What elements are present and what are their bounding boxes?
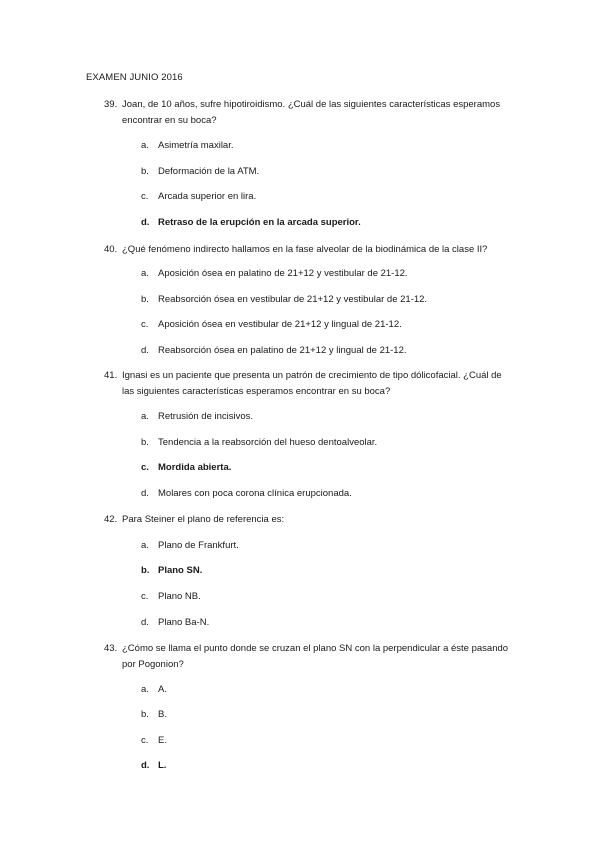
option-text: Tendencia a la reabsorción del hueso dentoalveolar.	[158, 437, 378, 448]
option-text: Reabsorción ósea en palatino de 21+12 y lingual de 21-12.	[158, 345, 407, 356]
option-40-c	[141, 318, 402, 332]
option-text: Plano NB.	[158, 591, 201, 602]
option-letter: d.	[141, 760, 150, 771]
option-letter: c.	[141, 462, 149, 473]
option-text: Mordida abierta.	[158, 462, 232, 473]
question-40	[104, 242, 564, 258]
option-letter: a.	[141, 684, 149, 695]
option-letter: d.	[141, 345, 149, 356]
option-letter: b.	[141, 709, 149, 720]
option-text: Aposición ósea en palatino de 21+12 y vestibular de 21-12.	[158, 268, 408, 279]
option-41-a	[141, 410, 253, 424]
option-letter: c.	[141, 319, 149, 330]
option-text: A.	[158, 684, 167, 695]
option-39-d-correct	[141, 216, 361, 230]
option-40-d	[141, 344, 407, 358]
question-number: 43.	[104, 643, 118, 654]
question-text: Ignasi es un paciente que presenta un patrón de crecimiento de tipo dólicofacial. ¿Cuál de las siguientes características esperamos encontrar en su boca?	[122, 370, 502, 397]
option-letter: b.	[141, 565, 150, 576]
option-43-d-correct	[141, 759, 166, 773]
question-number: 42.	[104, 514, 118, 525]
option-letter: a.	[141, 411, 149, 422]
question-41	[104, 368, 509, 400]
option-text: Arcada superior en lira.	[158, 191, 257, 202]
option-41-b	[141, 436, 377, 450]
option-text: Retrusión de incisivos.	[158, 411, 254, 422]
option-39-b	[141, 165, 259, 179]
option-42-c	[141, 590, 201, 604]
option-40-b	[141, 293, 427, 307]
option-text: B.	[158, 709, 167, 720]
option-text: Molares con poca corona clínica erupcionada.	[158, 488, 352, 499]
option-42-d	[141, 616, 209, 630]
option-letter: d.	[141, 217, 150, 228]
option-text: Reabsorción ósea en vestibular de 21+12 y vestibular de 21-12.	[158, 294, 428, 305]
question-text: ¿Qué fenómeno indirecto hallamos en la fase alveolar de la biodinámica de la clase II?	[122, 244, 488, 255]
option-letter: b.	[141, 166, 149, 177]
option-text: Asimetría maxilar.	[158, 140, 234, 151]
question-text: Para Steiner el plano de referencia es:	[122, 514, 285, 525]
option-41-c-correct	[141, 461, 231, 475]
option-text: Aposición ósea en vestibular de 21+12 y lingual de 21-12.	[158, 319, 402, 330]
option-letter: a.	[141, 540, 149, 551]
question-number: 40.	[104, 244, 118, 255]
question-42	[104, 512, 524, 528]
option-letter: c.	[141, 735, 149, 746]
option-40-a	[141, 267, 408, 281]
option-letter: b.	[141, 437, 149, 448]
option-text: Deformación de la ATM.	[158, 166, 260, 177]
option-letter: a.	[141, 140, 149, 151]
option-42-a	[141, 539, 239, 553]
option-41-d	[141, 487, 352, 501]
option-text: Plano de Frankfurt.	[158, 540, 239, 551]
question-number: 41.	[104, 370, 118, 381]
option-letter: b.	[141, 294, 149, 305]
option-text: Plano Ba-N.	[158, 617, 210, 628]
question-text: ¿Cómo se llama el punto donde se cruzan el plano SN con la perpendicular a éste pasando por Pogonion?	[122, 643, 509, 670]
option-letter: a.	[141, 268, 149, 279]
option-text: Retraso de la erupción en la arcada superior.	[158, 217, 361, 228]
question-43	[104, 641, 509, 673]
option-text: L.	[158, 760, 167, 771]
option-letter: c.	[141, 191, 149, 202]
exam-title: EXAMEN JUNIO 2016	[86, 72, 183, 83]
option-letter: d.	[141, 617, 149, 628]
option-text: E.	[158, 735, 167, 746]
option-letter: c.	[141, 591, 149, 602]
option-43-c	[141, 734, 167, 748]
option-text: Plano SN.	[158, 565, 203, 576]
question-39	[104, 97, 524, 129]
option-39-c	[141, 190, 256, 204]
option-42-b-correct	[141, 564, 202, 578]
option-43-a	[141, 683, 167, 697]
option-43-b	[141, 708, 167, 722]
option-39-a	[141, 139, 234, 153]
question-text: Joan, de 10 años, sufre hipotiroidismo. ¿Cuál de las siguientes características esperamos encontrar en su boca?	[122, 99, 501, 126]
question-number: 39.	[104, 99, 118, 110]
option-letter: d.	[141, 488, 149, 499]
